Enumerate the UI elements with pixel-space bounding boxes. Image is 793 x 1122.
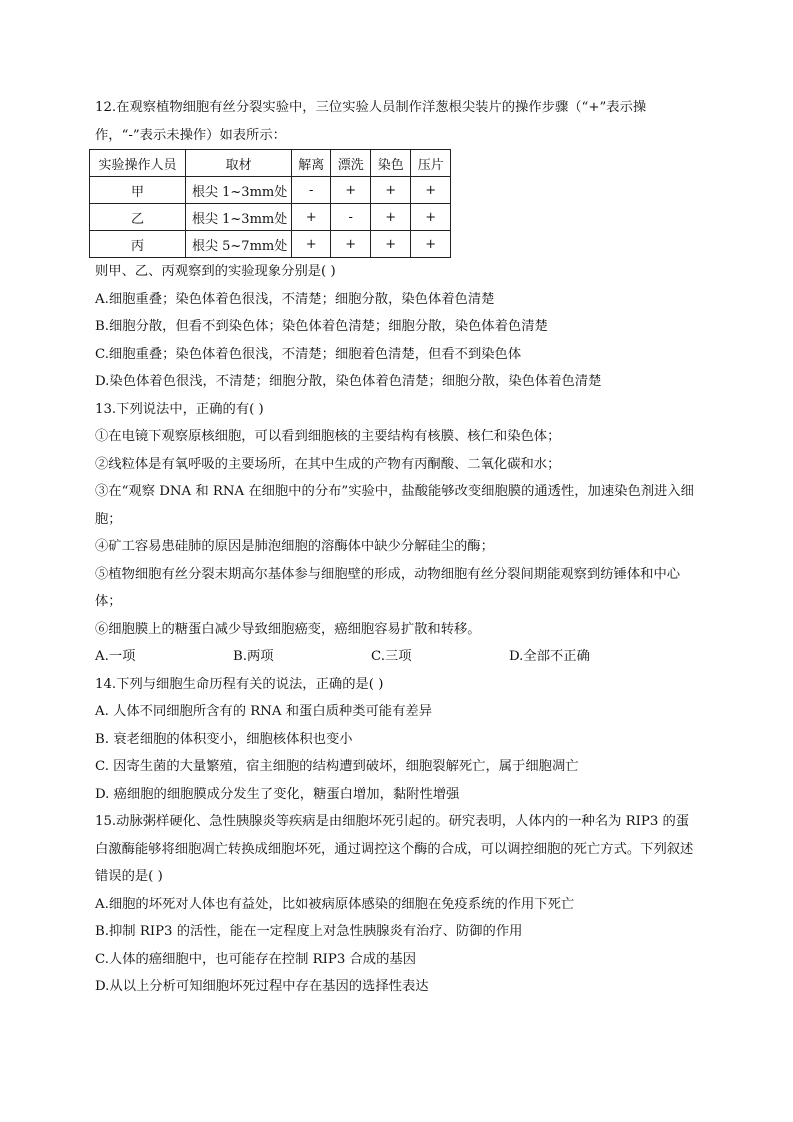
q13-option-c: C.三项 (371, 649, 412, 664)
q12-option-d: D.染色体着色很浅，不清楚；细胞分散，染色体着色清楚；细胞分散，染色体着色清楚 (95, 374, 602, 389)
q15-option-c: C.人体的癌细胞中，也可能存在控制 RIP3 合成的基因 (95, 951, 416, 967)
table-header-cell: 解离 (292, 150, 331, 177)
table-row (90, 204, 451, 231)
q13-item-5: ⑤植物细胞有丝分裂末期高尔基体参与细胞壁的形成，动物细胞有丝分裂间期能观察到纺锤体和中心体； (95, 566, 681, 609)
operations-table (89, 149, 451, 258)
q15-option-a: A.细胞的坏死对人体也有益处，比如被病原体感染的细胞在免疫系统的作用下死亡 (95, 896, 575, 912)
q12-question: 则甲、乙、丙观察到的实验现象分别是( ) (95, 264, 336, 279)
question-content (95, 94, 700, 1001)
table-cell: 丙 (90, 231, 186, 258)
q13-item-3: ③在“观察 DNA 和 RNA 在细胞中的分布”实验中，盐酸能够改变细胞膜的通透性，加速染色剂进入细胞； (95, 484, 694, 527)
q12-option-c: C.细胞重叠；染色体着色很浅，不清楚；细胞着色清楚，但看不到染色体 (95, 346, 522, 362)
table-cell: + (331, 231, 371, 258)
q12-stem-line2: 作，“-”表示未操作）如表所示： (95, 127, 286, 143)
q12-option-b: B.细胞分散，但看不到染色体；染色体着色清楚；细胞分散，染色体着色清楚 (95, 319, 548, 334)
table-cell: 甲 (90, 177, 186, 204)
q15-stem: 15.动脉粥样硬化、急性胰腺炎等疾病是由细胞坏死引起的。研究表明，人体内的一种名为 RIP3 的蛋白激酶能够将细胞凋亡转换成细胞坏死，通过调控这个酶的合成，可以调控细胞的死亡方式。下列叙述错误的是( ) (95, 814, 694, 884)
q15-option-b: B.抑制 RIP3 的活性，能在一定程度上对急性胰腺炎有治疗、防御的作用 (95, 924, 523, 939)
q13-item-6: ⑥细胞膜上的糖蛋白减少导致细胞癌变，癌细胞容易扩散和转移。 (95, 621, 481, 637)
q15-option-d: D.从以上分析可知细胞坏死过程中存在基因的选择性表达 (95, 979, 429, 994)
table-cell: + (292, 231, 331, 258)
q14-option-d: D. 癌细胞的细胞膜成分发生了变化，糖蛋白增加，黏附性增强 (95, 786, 460, 802)
table-header-cell: 实验操作人员 (90, 150, 186, 177)
table-row (90, 177, 451, 204)
q13-options (95, 643, 700, 671)
table-header-row (90, 150, 451, 177)
q14-option-a: A. 人体不同细胞所含有的 RNA 和蛋白质种类可能有差异 (95, 704, 432, 719)
table-header-cell: 染色 (371, 150, 411, 177)
table-cell: + (411, 231, 451, 258)
q13-option-a: A.一项 (95, 649, 136, 664)
q12-stem-line1: 12.在观察植物细胞有丝分裂实验中，三位实验人员制作洋葱根尖装片的操作步骤（“+”表示操 (95, 100, 647, 115)
q13-stem: 13.下列说法中，正确的有( ) (95, 401, 264, 417)
table-cell: + (371, 231, 411, 258)
q13-item-2: ②线粒体是有氧呼吸的主要场所，在其中生成的产物有丙酮酸、二氧化碳和水； (95, 456, 561, 472)
table-cell: - (292, 177, 331, 204)
q13-item-4: ④矿工容易患硅肺的原因是肺泡细胞的溶酶体中缺少分解硅尘的酶； (95, 539, 494, 554)
table-cell: + (331, 177, 371, 204)
table-cell: + (292, 204, 331, 231)
table-cell: 乙 (90, 204, 186, 231)
table-cell: + (371, 177, 411, 204)
table-cell: - (331, 204, 371, 231)
table-cell: + (411, 177, 451, 204)
table-header-cell: 取材 (186, 150, 292, 177)
q13-item-1: ①在电镜下观察原核细胞，可以看到细胞核的主要结构有核膜、核仁和染色体； (95, 429, 561, 444)
q14-option-b: B. 衰老细胞的体积变小，细胞核体积也变小 (95, 731, 353, 747)
q14-option-c: C. 因寄生菌的大量繁殖，宿主细胞的结构遭到破坏，细胞裂解死亡，属于细胞凋亡 (95, 759, 579, 774)
table-cell: + (371, 204, 411, 231)
q12-option-a: A.细胞重叠；染色体着色很浅，不清楚；细胞分散，染色体着色清楚 (95, 291, 495, 307)
q13-option-d: D.全部不正确 (509, 649, 590, 664)
table-row (90, 231, 451, 258)
q13-option-b: B.两项 (233, 649, 274, 664)
table-cell: + (411, 204, 451, 231)
q14-stem: 14.下列与细胞生命历程有关的说法，正确的是( ) (95, 676, 384, 692)
table-cell: 根尖 5~7mm处 (186, 231, 292, 258)
table-cell: 根尖 1~3mm处 (186, 204, 292, 231)
table-cell: 根尖 1~3mm处 (186, 177, 292, 204)
table-header-cell: 压片 (411, 150, 451, 177)
table-header-cell: 漂洗 (331, 150, 371, 177)
